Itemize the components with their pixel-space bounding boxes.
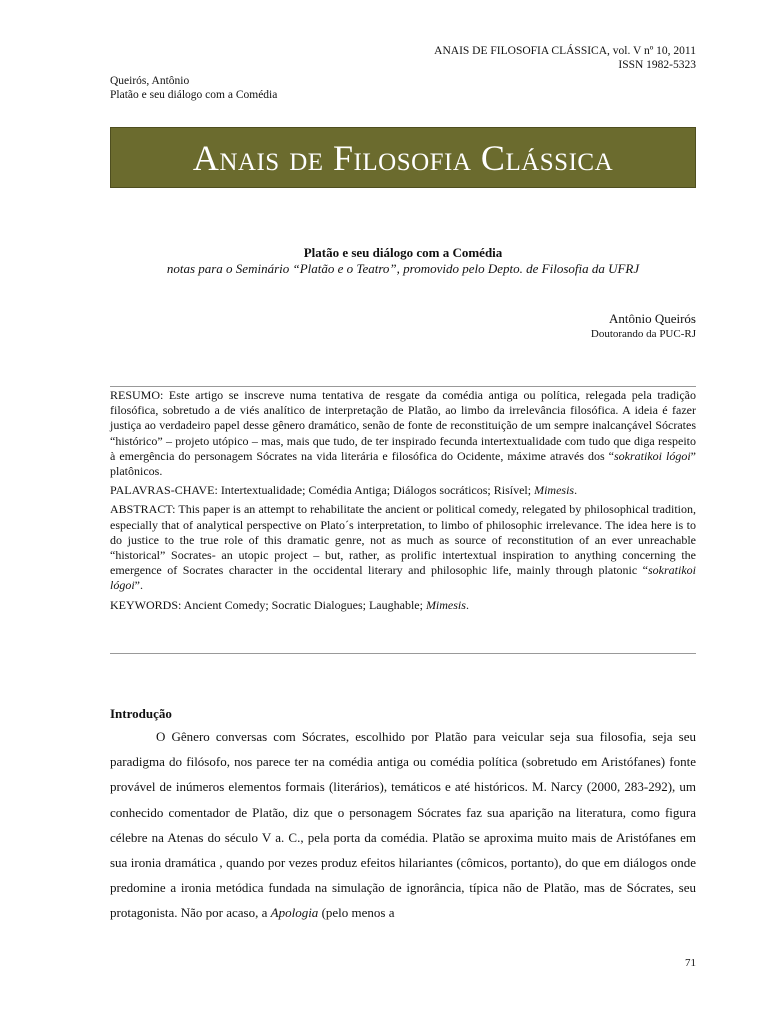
body-text-main: O Gênero conversas com Sócrates, escolhido por Platão para veicular seja sua filosofia, seja seu paradigma do filósofo, nos parece ter na comédia antiga ou comédia política (sobretudo em Aristófanes) fonte provável de inúmeros elementos formais (literários), temáticos e até históricos. M. Narcy (2000, 283-292), um conhecido comentador de Platão, diz que o personagem Sócrates faz sua aparição na literatura, como figura célebre na Atenas do século V a. C., pela porta da comédia. Platão se aproxima muito mais de Aristófanes em sua ironia dramática , quando por vezes produz efeitos hilariantes (cômicos, portanto), do que em diálogos onde predomine a ironia metódica fundada na simulação de ignorância, típica não de Platão, mas de Sócrates, seu protagonista. Não por acaso, a <box>110 729 696 921</box>
palavras-chave-tail: . <box>574 483 578 498</box>
abstract-section <box>110 388 696 617</box>
body-tail: (pelo menos a <box>318 905 395 921</box>
journal-citation: ANAIS DE FILOSOFIA CLÁSSICA, vol. V nº 10, 2011 <box>434 45 696 57</box>
body-emphasis: Apologia <box>270 905 319 921</box>
palavras-chave-text: PALAVRAS-CHAVE: Intertextualidade; Comédia Antiga; Diálogos socráticos; Risível; <box>110 483 535 498</box>
palavras-chave-paragraph <box>110 483 696 498</box>
palavras-chave-emphasis: Mimesis <box>534 483 575 498</box>
journal-banner <box>110 127 696 188</box>
abstract-emphasis: sokratikoi lógoi <box>110 563 696 593</box>
resumo-text: RESUMO: Este artigo se inscreve numa tentativa de resgate da comédia antiga ou política, relegada pela tradição filosófica, sobretudo a de viés analítico de interpretação de Platão, ao limbo da irrelevância filosófica. A ideia é fazer justiça ao verdadeiro papel desse gênero dramático, senão de fonte de reconstituição de um sempre inalcançável Sócrates “histórico” – projeto utópico – mas, mais que tudo, de ter inspirado fecunda intertextualidade com tudo que diga respeito à emergência do personagem Sócrates na vida literária e filosófica do Ocidente, máxime através dos “ <box>110 388 696 463</box>
running-title: Platão e seu diálogo com a Comédia <box>110 89 278 101</box>
article-title: Platão e seu diálogo com a Comédia <box>303 245 503 260</box>
author-name: Antônio Queirós <box>608 311 696 326</box>
section-heading: Introdução <box>110 706 172 721</box>
issn: ISSN 1982-5323 <box>618 59 696 71</box>
running-author: Queirós, Antônio <box>110 75 190 87</box>
abstract-paragraph <box>110 502 696 593</box>
keywords-emphasis: Mimesis <box>425 597 466 612</box>
resumo-paragraph <box>110 388 696 479</box>
journal-reference <box>434 44 696 72</box>
abstract-tail: ”. <box>134 578 143 593</box>
running-header <box>110 74 277 102</box>
body-text <box>110 724 696 926</box>
keywords-paragraph <box>110 598 696 613</box>
journal-banner-text: Anais de Filosofia Clássica <box>192 137 614 178</box>
article-subtitle: notas para o Seminário “Platão e o Teatro”, promovido pelo Depto. de Filosofia da UFRJ <box>166 261 640 276</box>
author-affiliation: Doutorando da PUC-RJ <box>590 328 696 340</box>
abstract-text: ABSTRACT: This paper is an attempt to rehabilitate the ancient or political comedy, relegated by philosophical tradition, especially that of analytical perspective on Plato´s interpretation, to limbo of philosophic irrelevance. The idea here is to do justice to the true role of this dramatic genre, not as much as source of reconstitution of an ever unreachable “historical” Socrates- an utopic project – but, rather, as prolific intertextual inspiration to anything concerning the emergence of Socrates character in the occidental literary and philosophic life, mainly through platonic “ <box>110 502 696 578</box>
resumo-tail: ” platônicos. <box>110 448 696 479</box>
keywords-text: KEYWORDS: Ancient Comedy; Socratic Dialogues; Laughable; <box>110 597 426 612</box>
keywords-tail: . <box>465 597 469 612</box>
author-block <box>591 311 696 341</box>
article-title-block <box>110 245 696 277</box>
top-divider <box>110 386 696 387</box>
page-number: 71 <box>685 957 696 969</box>
resumo-emphasis: sokratikoi lógoi <box>614 448 691 463</box>
body-paragraph <box>110 724 696 926</box>
bottom-divider <box>110 653 696 654</box>
